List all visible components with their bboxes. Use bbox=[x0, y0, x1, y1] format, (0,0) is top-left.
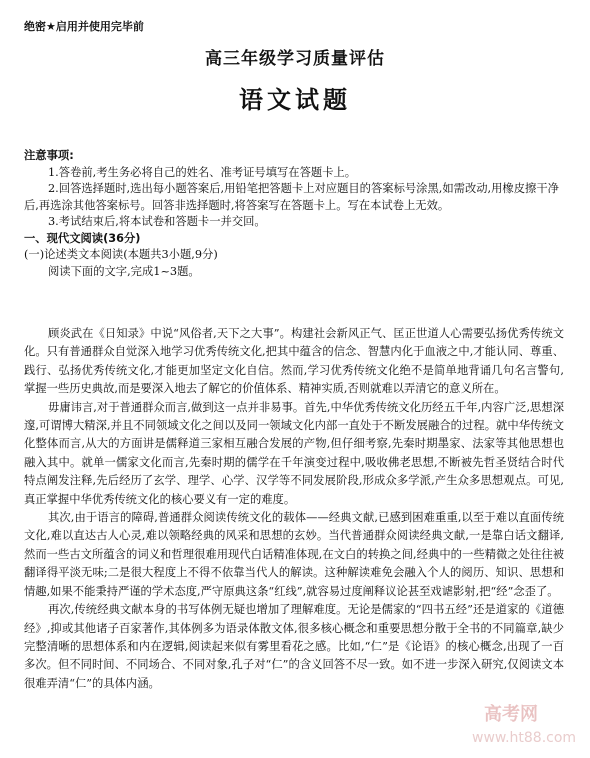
passage-paragraph: 毋庸讳言,对于普通群众而言,做到这一点并非易事。首先,中华优秀传统文化历经五千年,内容广泛,思想深邃,可谓博大精深,并且不同领域文化之间以及同一领域文化内部一直处于不断发展融合的过程。就中华传统文化整体而言,从大的方面讲是儒释道三家相互融合发展的产物,但仔细考察,先秦时期墨家、法家等其他思想也融入其中。就单一儒家文化而言,先秦时期的儒学在千年演变过程中,吸收佛老思想,不断被先哲圣贤结合时代特点阐发注释,先后经历了玄学、理学、心学、汉学等不同发展阶段,形成众多学派,产生众多思想观点。可见,真正掌握中华优秀传统文化的核心要义有一定的难度。 bbox=[24, 400, 564, 506]
notice-section bbox=[24, 148, 564, 280]
subject-title: 语文试题 bbox=[239, 86, 351, 114]
notice-item: 3.考试结束后,将本试卷和答题卡一并交回。 bbox=[48, 215, 266, 228]
watermark-logo: 高考网 bbox=[484, 704, 538, 725]
reading-instruction: 阅读下面的文字,完成1~3题。 bbox=[48, 264, 200, 278]
passage-paragraph: 再次,传统经典文献本身的书写体例无疑也增加了理解难度。无论是儒家的“四书五经”还是道家的《道德经》,抑或其他诸子百家著作,其体例多为语录体散文体,很多核心概念和重要思想分散于全书的不同篇章,缺少完整清晰的思想体系和内在逻辑,阅读起来似有雾里看花之感。比如,“仁”是《论语》的核心概念,出现了一百多次。但不同时间、不同场合、不同对象,孔子对“仁”的含义回答不尽一致。如不进一步深入研究,仅阅读文本很难弄清“仁”的具体内涵。 bbox=[24, 603, 564, 690]
exam-title: 高三年级学习质量评估 bbox=[205, 49, 385, 69]
subsection-heading: (一)论述类文本阅读(本题共3小题,9分) bbox=[24, 248, 218, 261]
passage-paragraph: 顾炎武在《日知录》中说“风俗者,天下之大事”。构建社会新风正气、匡正世道人心需要弘扬优秀传统文化。只有普通群众自觉深入地学习优秀传统文化,把其中蕴含的信念、智慧内化于血液之中,才能认同、尊重、践行、弘扬优秀传统文化,才能更加坚定文化自信。然而,学习优秀传统文化绝不是简单地背诵几句名言警句,掌握一些历史典故,而是要深入地去了解它的价值体系、精神实质,否则就难以弄清它的意义所在。 bbox=[24, 327, 564, 396]
notice-item: 1.答卷前,考生务必将自己的姓名、准考证号填写在答题卡上。 bbox=[48, 165, 357, 179]
confidential-mark: 绝密★启用并使用完毕前 bbox=[24, 20, 144, 33]
notice-item: 2.回答选择题时,选出每小题答案后,用铅笔把答题卡上对应题目的答案标号涂黑,如需改动,用橡皮擦干净后,再选涂其他答案标号。回答非选择题时,将答案写在答题卡上。写在本试卷上无效。 bbox=[24, 182, 559, 212]
passage-paragraph: 其次,由于语言的障碍,普通群众阅读传统文化的载体——经典文献,已感到困难重重,以至于难以直面传统文化,难以直达古人心灵,难以领略经典的风采和思想的玄妙。当代普通群众阅读经典文献,一是靠白话文翻译,然而一些古文所蕴含的词义和哲理很难用现代白话精准体现,在文白的转换之间,经典中的一些精微之处往往被翻译得平淡无味;二是很大程度上不得不依靠当代人的解读。这种解读难免会融入个人的阅历、知识、思想和情趣,如果不能秉持严谨的学术态度,严守原典这条“红线”,就容易过度阐释议论甚至戏谑影射,把“经”念歪了。 bbox=[24, 511, 564, 598]
section-heading: 一、现代文阅读(36分) bbox=[24, 231, 141, 245]
notice-heading: 注意事项: bbox=[24, 149, 74, 162]
watermark-url: www.ht88.com bbox=[472, 730, 577, 746]
reading-passage bbox=[24, 325, 564, 693]
